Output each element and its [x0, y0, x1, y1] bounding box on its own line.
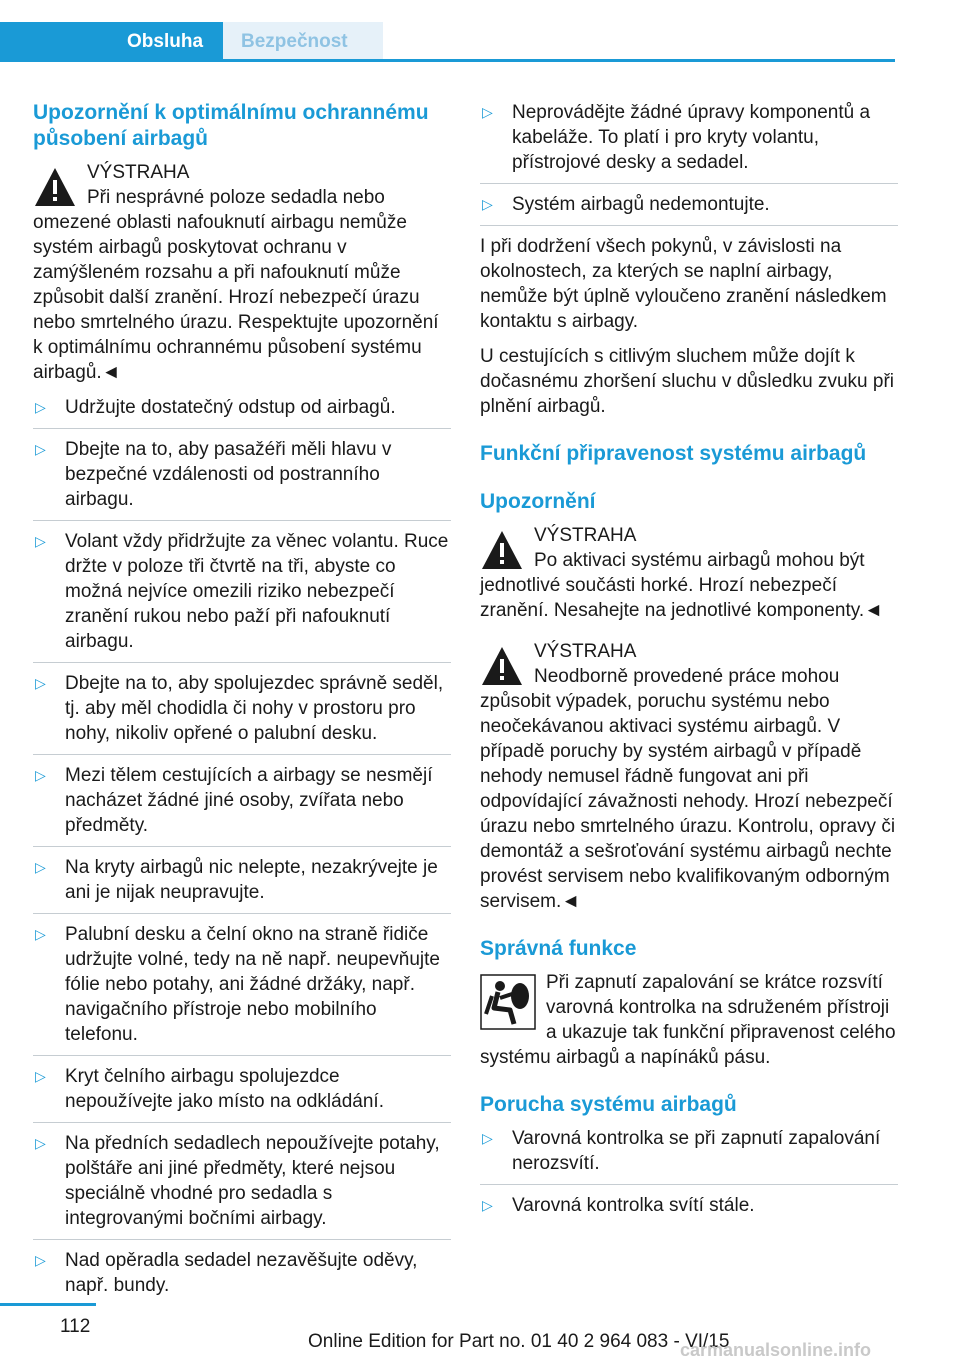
warning-title: VÝSTRAHA	[534, 641, 637, 662]
list-item-text: Udržujte dostatečný odstup od airbagů.	[65, 397, 396, 418]
list-item-text: Dbejte na to, aby spolujezdec správně seděl, tj. aby měl chodidla či nohy v prostoru pro nohy, nikoliv opřené o palubní desku.	[65, 673, 444, 744]
warning-text: Při nesprávné poloze sedadla nebo omezené oblasti nafouknutí airbagu nemůže systém airbagů poskytovat ochranu v zamýšleném rozsahu a při nafouknutí může způsobit další zranění. Hrozí nebezpečí úrazu nebo smrtelného úrazu. Respektujte upozornění k optimálnímu ochrannému působení systému airbagů.◄	[33, 187, 439, 383]
list-item-text: Na předních sedadlech nepoužívejte potahy, polštáře ani jiné předměty, které nejsou speciálně vhodné pro sedadla s integrovanými bočními airbagy.	[65, 1133, 440, 1229]
triangle-bullet-icon: ▷	[482, 104, 493, 120]
warning-text: Po aktivaci systému airbagů mohou být jednotlivé součásti horké. Hrozí nebezpečí zranění. Nesahejte na jednotlivé komponenty.◄	[480, 550, 883, 621]
subheading-correct-function: Správná funkce	[480, 937, 637, 960]
list-item-text: Varovná kontrolka se při zapnutí zapalování nerozsvítí.	[512, 1128, 881, 1174]
watermark: carmanualsonline.info	[680, 1340, 872, 1360]
list-item	[33, 763, 451, 847]
left-bullet-list	[33, 395, 451, 1306]
list-item	[33, 922, 451, 1056]
list-item-text: Systém airbagů nedemontujte.	[512, 194, 770, 215]
list-item	[480, 1193, 898, 1226]
list-item-text: Volant vždy přidržujte za věnec volantu. Ruce držte v poloze tři čtvrtě na tři, abyste co možná nejvíce omezili riziko nebezpečí zranění rukou nebo paží při nafouknutí airbagu.	[65, 531, 449, 652]
warning-text: Neodborně provedené práce mohou způsobit výpadek, poruchu systému nebo neočekávanou aktivaci systému airbagů. V případě poruchy by systém airbagů v případě nehody nemusel řádně fungovat ani při odpovídající závažnosti nehody. Hrozí nebezpečí úrazu nebo smrtelného úrazu. Kontrolu, opravy či demontáž a sešroťování systému airbagů nechte provést servisem nebo kvalifikovaným odborným servisem.◄	[480, 666, 896, 912]
warning-title: VÝSTRAHA	[534, 525, 637, 546]
right-bullet-list	[480, 100, 898, 226]
section-heading-readiness: Funkční připravenost systému airbagů	[480, 442, 867, 465]
warning-triangle-icon	[480, 645, 524, 687]
warning-block-1	[480, 523, 898, 623]
tab-bezpecnost[interactable]: Bezpečnost	[223, 22, 383, 62]
list-item	[480, 1126, 898, 1185]
warning-block-2	[480, 639, 898, 914]
left-column	[33, 100, 451, 1314]
right-column	[480, 100, 898, 1234]
header-tabbar	[0, 22, 895, 62]
subheading-fault: Porucha systému airbagů	[480, 1093, 737, 1116]
triangle-bullet-icon: ▷	[35, 1135, 46, 1151]
airbag-warning-lamp-icon	[480, 974, 536, 1030]
list-item-text: Varovná kontrolka svítí stále.	[512, 1195, 755, 1216]
page-number: 112	[60, 1316, 91, 1337]
tab-obsluha[interactable]: Obsluha	[0, 22, 223, 62]
fault-bullet-list	[480, 1126, 898, 1226]
list-item-text: Na kryty airbagů nic nelepte, nezakrývejte je ani je nijak neupravujte.	[65, 857, 438, 903]
header-rule	[0, 59, 895, 62]
list-item	[480, 100, 898, 184]
left-warning	[33, 160, 451, 385]
list-item	[480, 192, 898, 226]
list-item-text: Neprovádějte žádné úpravy komponentů a kabeláže. To platí i pro kryty volantu, přístrojové desky a sedadel.	[512, 102, 871, 173]
left-heading: Upozornění k optimálnímu ochrannému působení airbagů	[33, 101, 429, 150]
triangle-bullet-icon: ▷	[35, 767, 46, 783]
list-item	[33, 855, 451, 914]
triangle-bullet-icon: ▷	[35, 1252, 46, 1268]
list-item-text: Mezi tělem cestujících a airbagy se nesmějí nacházet žádné jiné osoby, zvířata nebo předměty.	[65, 765, 433, 836]
triangle-bullet-icon: ▷	[35, 859, 46, 875]
list-item	[33, 1064, 451, 1123]
triangle-bullet-icon: ▷	[35, 1068, 46, 1084]
list-item	[33, 395, 451, 429]
triangle-bullet-icon: ▷	[482, 1197, 493, 1213]
subheading-upozorneni: Upozornění	[480, 490, 596, 513]
list-item	[33, 1131, 451, 1240]
triangle-bullet-icon: ▷	[35, 533, 46, 549]
triangle-bullet-icon: ▷	[482, 196, 493, 212]
correct-function-block	[480, 970, 898, 1070]
triangle-bullet-icon: ▷	[35, 926, 46, 942]
edition-line: Online Edition for Part no. 01 40 2 964 083 - VI/15	[308, 1331, 730, 1352]
paragraph: U cestujících s citlivým sluchem může dojít k dočasnému zhoršení sluchu v důsledku zvuku při plnění airbagů.	[480, 346, 895, 417]
triangle-bullet-icon: ▷	[35, 441, 46, 457]
warning-triangle-icon	[480, 529, 524, 571]
warning-title: VÝSTRAHA	[87, 162, 190, 183]
triangle-bullet-icon: ▷	[35, 399, 46, 415]
list-item-text: Kryt čelního airbagu spolujezdce nepoužívejte jako místo na odkládání.	[65, 1066, 384, 1112]
list-item	[33, 437, 451, 521]
list-item	[33, 529, 451, 663]
triangle-bullet-icon: ▷	[482, 1130, 493, 1146]
list-item-text: Palubní desku a čelní okno na straně řidiče udržujte volné, tedy na ně např. neupevňujte fólie nebo potahy, ani žádné držáky, např. navigačního přístroje nebo mobilního telefonu.	[65, 924, 440, 1045]
list-item-text: Dbejte na to, aby pasažéři měli hlavu v bezpečné vzdálenosti od postranního airbagu.	[65, 439, 392, 510]
correct-function-text: Při zapnutí zapalování se krátce rozsvítí varovná kontrolka na sdruženém přístroji a ukazuje tak funkční připravenost celého systému airbagů a napínáků pásu.	[480, 972, 896, 1068]
warning-triangle-icon	[33, 166, 77, 208]
list-item-text: Nad opěradla sedadel nezavěšujte oděvy, např. bundy.	[65, 1250, 418, 1296]
paragraph: I při dodržení všech pokynů, v závislosti na okolnostech, za kterých se naplní airbagy, nemůže být úplně vyloučeno zranění následkem kontaktu s airbagy.	[480, 236, 887, 332]
triangle-bullet-icon: ▷	[35, 675, 46, 691]
footer-rule	[0, 1303, 96, 1306]
list-item	[33, 671, 451, 755]
list-item	[33, 1248, 451, 1306]
